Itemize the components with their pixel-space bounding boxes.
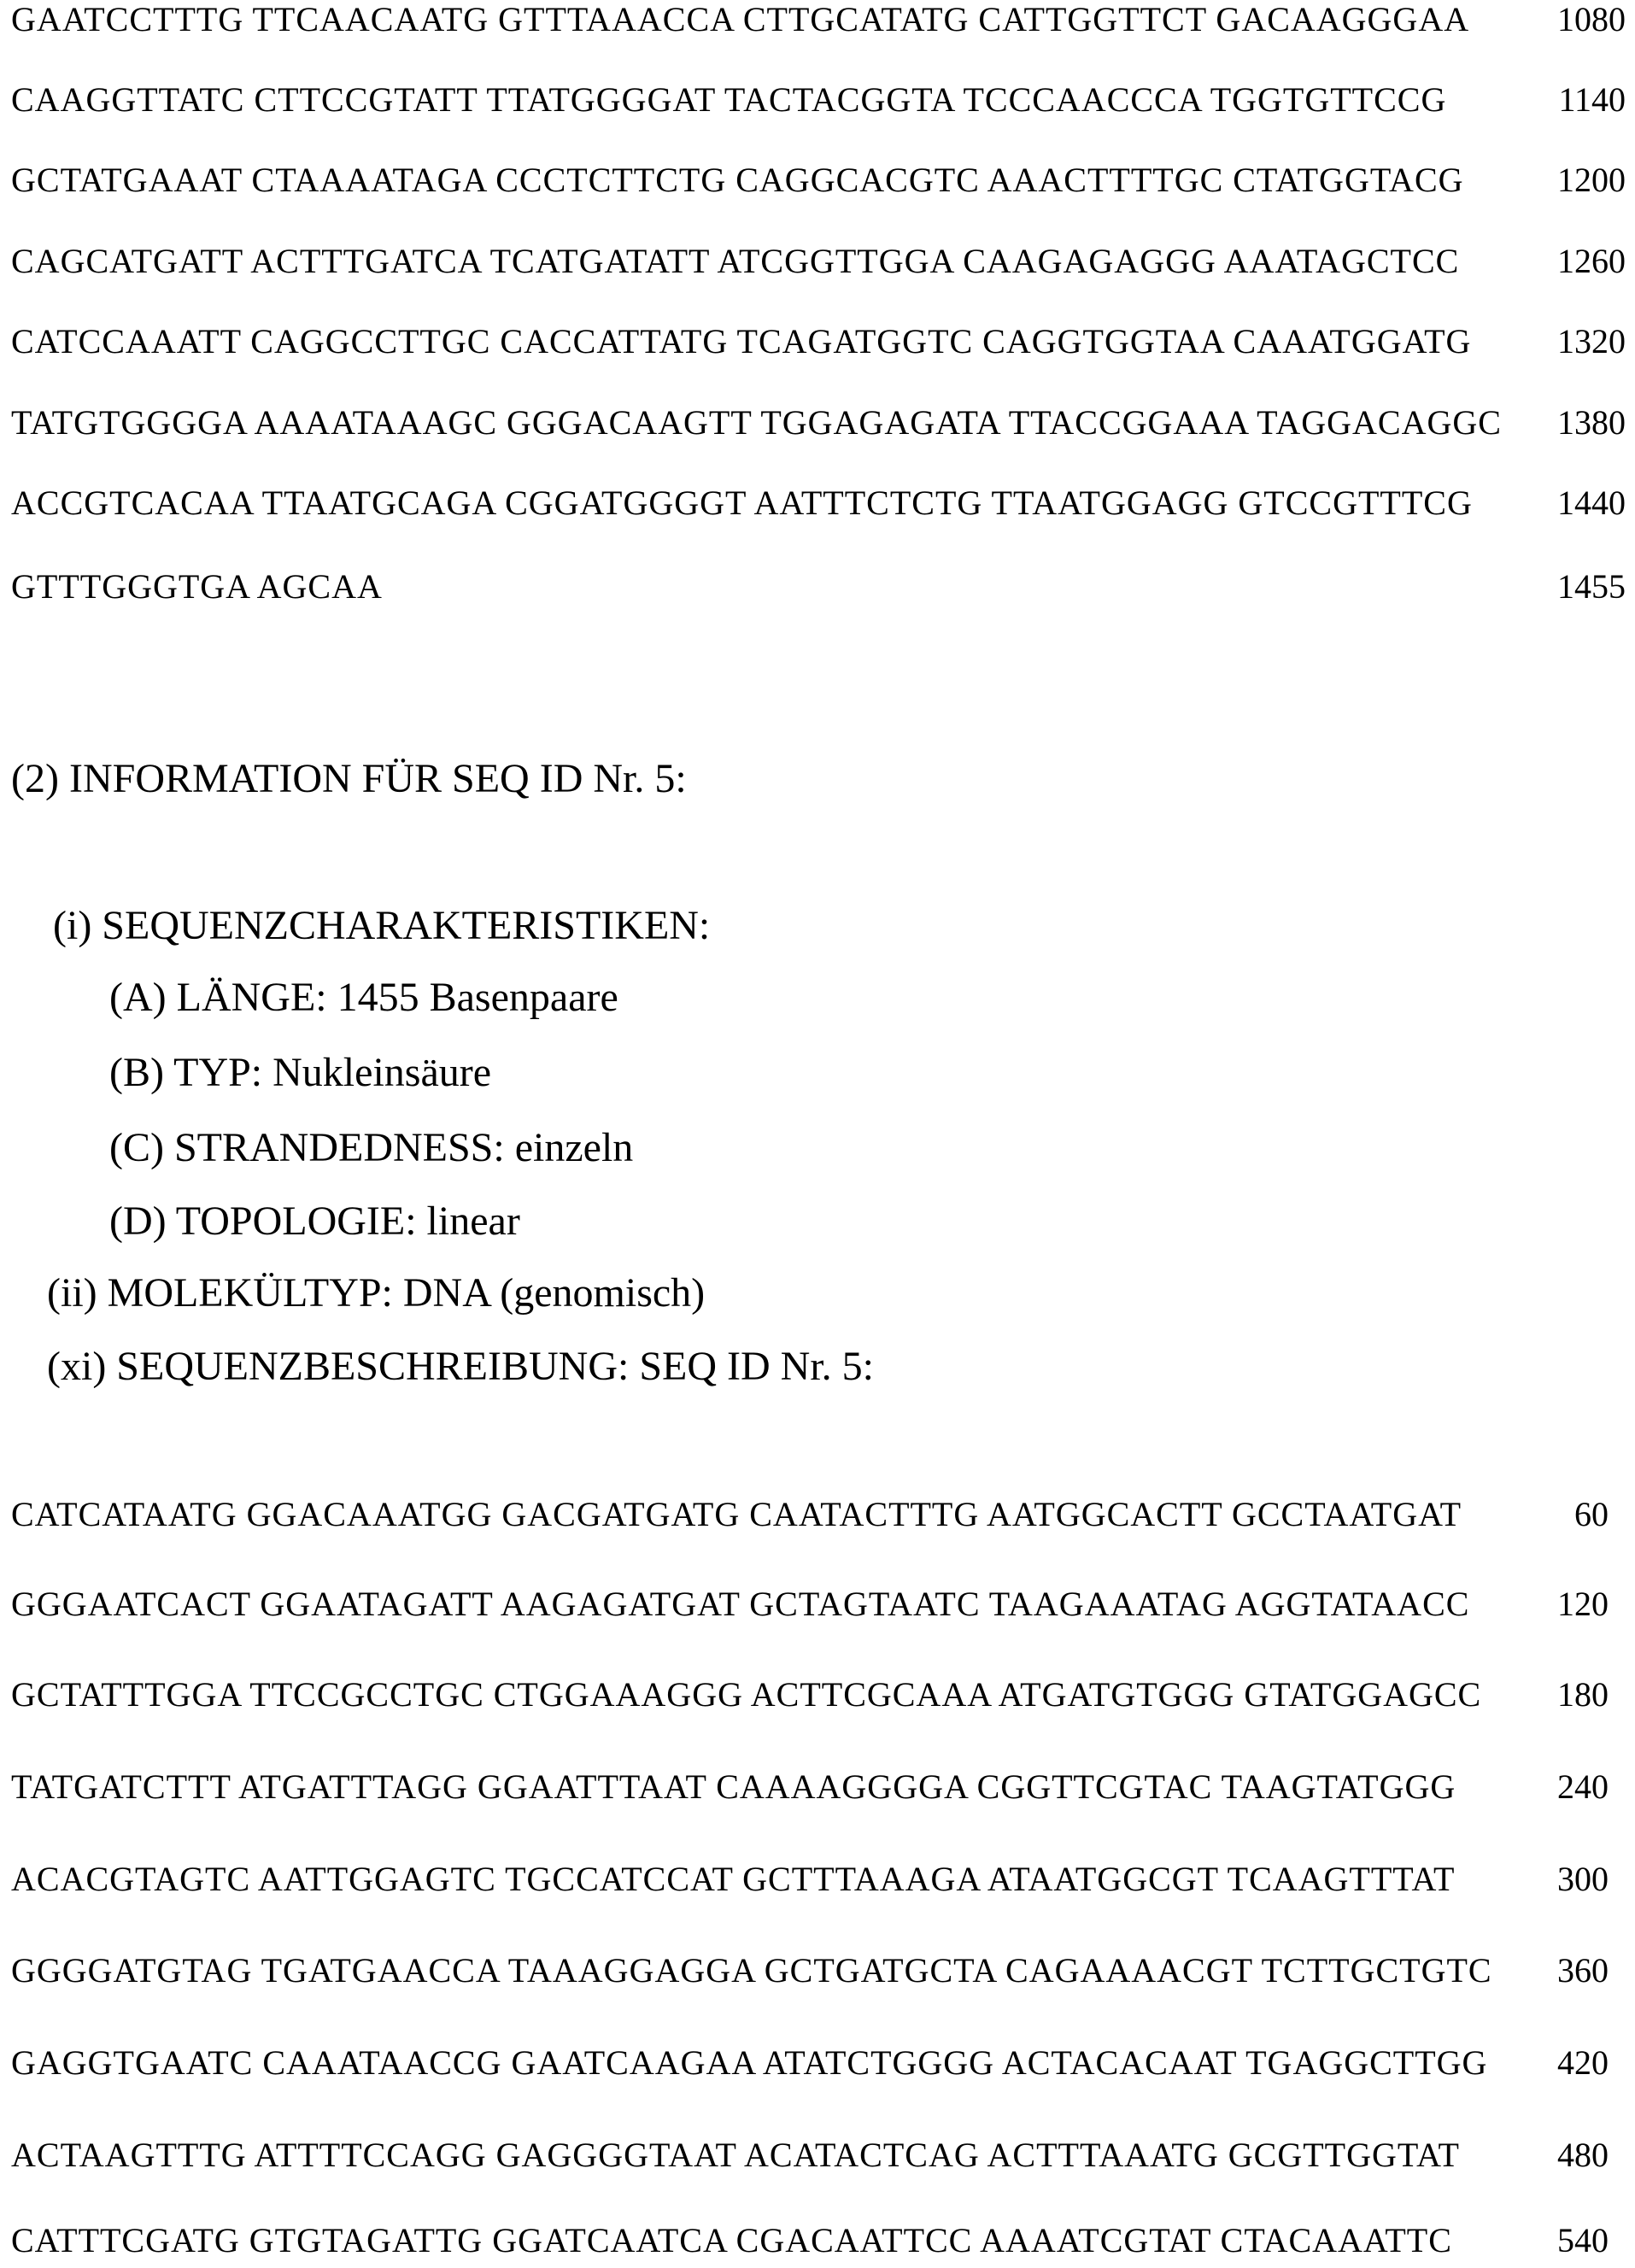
- sequence-row: [11, 1495, 1626, 1534]
- position-number: 1455: [1557, 567, 1626, 607]
- sequence-row: [11, 1951, 1626, 1990]
- position-number: 60: [1574, 1495, 1609, 1534]
- position-number: 420: [1557, 2043, 1609, 2083]
- sequence-text: CAAGGTTATC CTTCCGTATT TTATGGGGAT TACTACGGTA TCCCAACCCA TGGTGTTCCG: [11, 80, 1446, 120]
- type-field: (B) TYP: Nukleinsäure: [109, 1050, 491, 1096]
- sequence-text: ACACGTAGTC AATTGGAGTC TGCCATCCAT GCTTTAAAGA ATAATGGCGT TCAAGTTTAT: [11, 1860, 1455, 1899]
- section-heading: (2) INFORMATION FÜR SEQ ID Nr. 5:: [11, 756, 687, 802]
- sequence-text: CATCATAATG GGACAAATGG GACGATGATG CAATACTTTG AATGGCACTT GCCTAATGAT: [11, 1495, 1462, 1534]
- sequence-row: [11, 0, 1626, 39]
- sequence-text: GCTATGAAAT CTAAAATAGA CCCTCTTCTG CAGGCACGTC AAACTTTTGC CTATGGTACG: [11, 161, 1464, 200]
- strandedness-field: (C) STRANDEDNESS: einzeln: [109, 1125, 633, 1171]
- sequence-row: [11, 2043, 1626, 2083]
- position-number: 1260: [1557, 242, 1626, 281]
- position-number: 240: [1557, 1767, 1609, 1807]
- length-field: (A) LÄNGE: 1455 Basenpaare: [109, 975, 618, 1021]
- sequence-text: CATCCAAATT CAGGCCTTGC CACCATTATG TCAGATGGTC CAGGTGGTAA CAAATGGATG: [11, 322, 1471, 361]
- sequence-text: GAATCCTTTG TTCAACAATG GTTTAAACCA CTTGCATATG CATTGGTTCT GACAAGGGAA: [11, 0, 1469, 39]
- sequence-text: CAGCATGATT ACTTTGATCA TCATGATATT ATCGGTTGGA CAAGAGAGGG AAATAGCTCC: [11, 242, 1459, 281]
- characteristics-label: (i) SEQUENZCHARAKTERISTIKEN:: [53, 903, 710, 949]
- sequence-row: [11, 161, 1626, 200]
- position-number: 1320: [1557, 322, 1626, 361]
- sequence-row: [11, 1675, 1626, 1714]
- sequence-text: ACCGTCACAA TTAATGCAGA CGGATGGGGT AATTTCTCTG TTAATGGAGG GTCCGTTTCG: [11, 483, 1473, 523]
- sequence-text: TATGTGGGGA AAAATAAAGC GGGACAAGTT TGGAGAGATA TTACCGGAAA TAGGACAGGC: [11, 403, 1502, 442]
- molecule-type-field: (ii) MOLEKÜLTYP: DNA (genomisch): [47, 1270, 705, 1316]
- sequence-text: GAGGTGAATC CAAATAACCG GAATCAAGAA ATATCTGGGG ACTACACAAT TGAGGCTTGG: [11, 2043, 1487, 2083]
- position-number: 1440: [1557, 483, 1626, 523]
- sequence-text: CATTTCGATG GTGTAGATTG GGATCAATCA CGACAATTCC AAAATCGTAT CTACAAATTC: [11, 2221, 1452, 2260]
- sequence-text: ACTAAGTTTG ATTTTCCAGG GAGGGGTAAT ACATACTCAG ACTTTAAATG GCGTTGGTAT: [11, 2136, 1460, 2175]
- topology-field: (D) TOPOLOGIE: linear: [109, 1198, 520, 1245]
- position-number: 1140: [1558, 80, 1626, 120]
- sequence-text: GGGGATGTAG TGATGAACCA TAAAGGAGGA GCTGATGCTA CAGAAAACGT TCTTGCTGTC: [11, 1951, 1492, 1990]
- sequence-row: [11, 1585, 1626, 1624]
- position-number: 180: [1557, 1675, 1609, 1714]
- sequence-row: [11, 2221, 1626, 2260]
- sequence-text: GGGAATCACT GGAATAGATT AAGAGATGAT GCTAGTAATC TAAGAAATAG AGGTATAACC: [11, 1585, 1469, 1624]
- sequence-text: TATGATCTTT ATGATTTAGG GGAATTTAAT CAAAAGGGGA CGGTTCGTAC TAAGTATGGG: [11, 1767, 1456, 1807]
- position-number: 360: [1557, 1951, 1609, 1990]
- sequence-text: GCTATTTGGA TTCCGCCTGC CTGGAAAGGG ACTTCGCAAA ATGATGTGGG GTATGGAGCC: [11, 1675, 1481, 1714]
- sequence-row: [11, 80, 1626, 120]
- position-number: 1200: [1557, 161, 1626, 200]
- position-number: 300: [1557, 1860, 1609, 1899]
- sequence-row: [11, 242, 1626, 281]
- sequence-row: [11, 1767, 1626, 1807]
- position-number: 540: [1557, 2221, 1609, 2260]
- position-number: 1380: [1557, 403, 1626, 442]
- sequence-row: [11, 567, 1626, 607]
- sequence-row: [11, 2136, 1626, 2175]
- position-number: 1080: [1557, 0, 1626, 39]
- sequence-row: [11, 483, 1626, 523]
- sequence-row: [11, 322, 1626, 361]
- sequence-row: [11, 403, 1626, 442]
- sequence-row: [11, 1860, 1626, 1899]
- position-number: 120: [1557, 1585, 1609, 1624]
- sequence-text: GTTTGGGTGA AGCAA: [11, 567, 383, 607]
- position-number: 480: [1557, 2136, 1609, 2175]
- sequence-description-label: (xi) SEQUENZBESCHREIBUNG: SEQ ID Nr. 5:: [47, 1344, 874, 1390]
